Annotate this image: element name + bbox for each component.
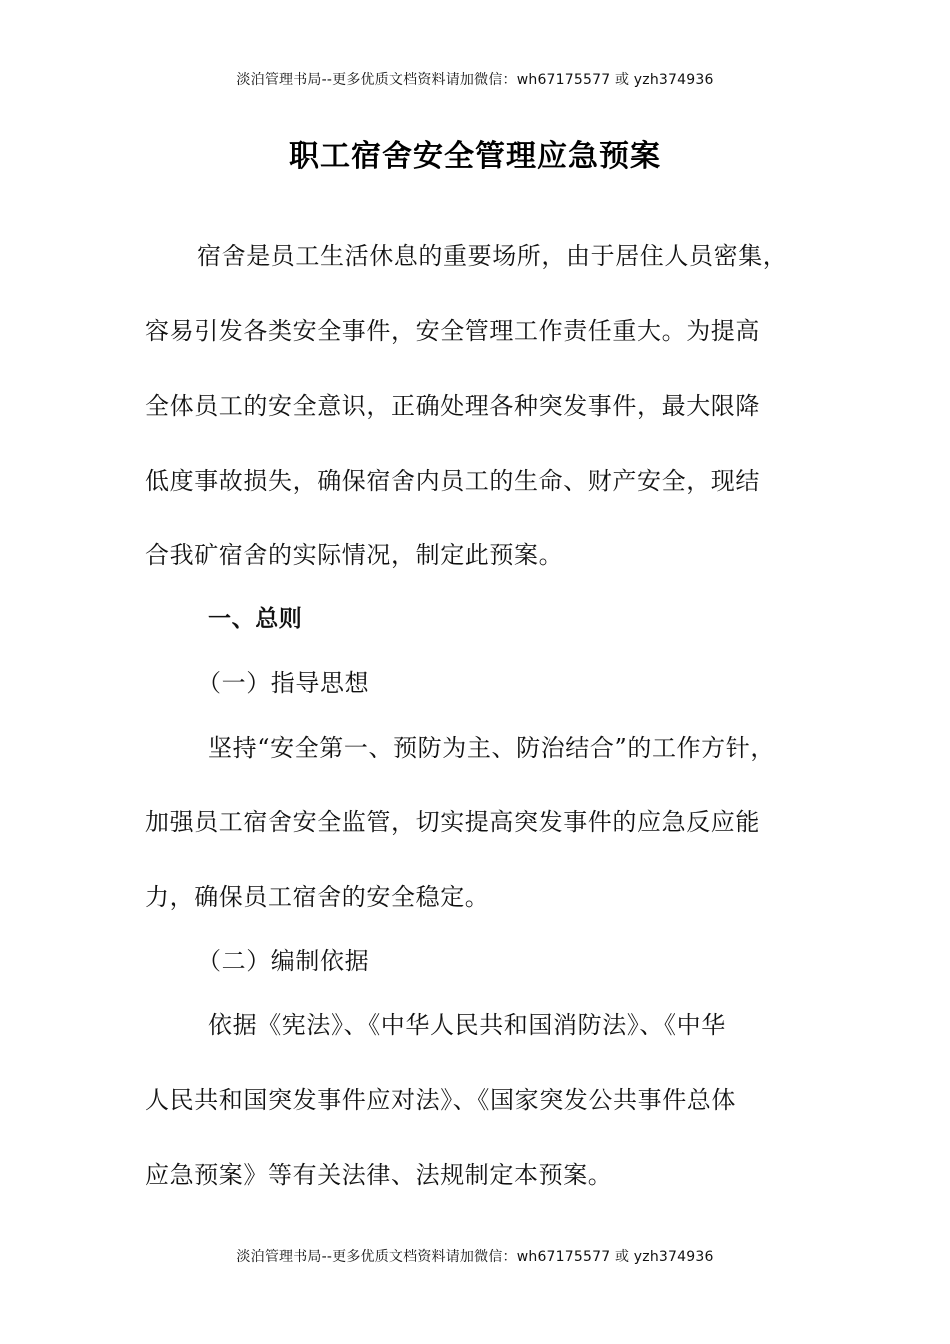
document-title: 职工宿舍安全管理应急预案 [289, 139, 661, 174]
guiding-line-3: 力，确保员工宿舍的安全稳定。 [145, 883, 490, 911]
subheading-basis: （二）编制依据 [197, 947, 370, 975]
basis-line-3: 应急预案》等有关法律、法规制定本预案。 [145, 1161, 613, 1189]
intro-line-5: 合我矿宿舍的实际情况，制定此预案。 [145, 541, 564, 569]
basis-line-1: 依据《宪法》、《中华人民共和国消防法》、《中华 [208, 1011, 726, 1039]
guiding-line-2: 加强员工宿舍安全监管，切实提高突发事件的应急反应能 [145, 808, 760, 836]
basis-line-2: 人民共和国突发事件应对法》、《国家突发公共事件总体 [145, 1086, 736, 1114]
intro-line-2: 容易引发各类安全事件，安全管理工作责任重大。为提高 [145, 317, 760, 345]
intro-line-1: 宿舍是员工生活休息的重要场所，由于居住人员密集， [197, 242, 788, 270]
intro-line-3: 全体员工的安全意识，正确处理各种突发事件，最大限降 [145, 392, 760, 420]
subheading-guiding-principle: （一）指导思想 [197, 669, 370, 697]
section-heading-general: 一、总则 [208, 606, 303, 632]
footer-watermark-note: 淡泊管理书局--更多优质文档资料请加微信：wh67175577 或 yzh374936 [236, 1249, 714, 1265]
intro-line-4: 低度事故损失，确保宿舍内员工的生命、财产安全，现结 [145, 467, 760, 495]
header-watermark-note: 淡泊管理书局--更多优质文档资料请加微信：wh67175577 或 yzh374936 [236, 72, 714, 88]
guiding-line-1: 坚持“安全第一、预防为主、防治结合”的工作方针， [208, 734, 775, 762]
